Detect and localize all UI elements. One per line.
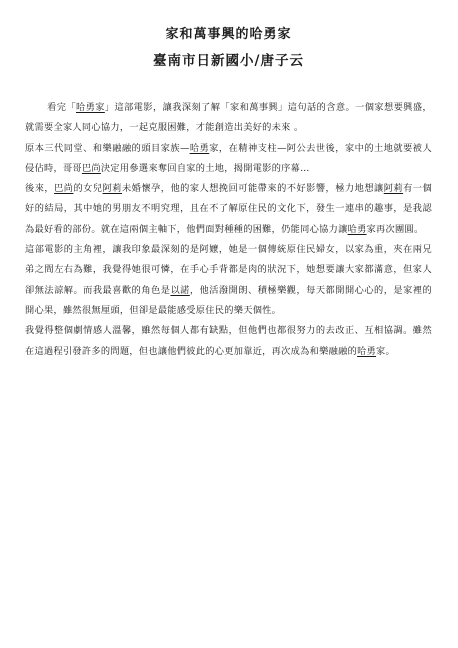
text-run: ，他活潑開朗、積極樂觀，每天都開開心心的，是家裡的開心果，雖然很無厘頭，但卻是最能感受原住民的樂天個性。 xyxy=(25,284,432,316)
paragraph-3 xyxy=(25,179,432,240)
text-run: 的女兒 xyxy=(73,183,103,195)
underlined-name: 阿莉 xyxy=(102,183,122,195)
underlined-name: 哈勇 xyxy=(189,142,210,154)
paragraph-5 xyxy=(25,321,432,362)
underlined-name: 哈勇 xyxy=(357,345,377,357)
text-run: 未婚懷孕，他的家人想挽回可能帶來的不好影響，極力地想讓 xyxy=(121,183,384,195)
text-run: 後來， xyxy=(25,183,55,195)
underlined-name: 以諾 xyxy=(170,284,190,296)
text-run: 有一個好的結局，其中她的男朋友不明究理，且在不了解原住民的文化下，發生一連串的趣事，是我認為最好看的部份。就在這兩個主軸下，他們面對種種的困難，仍能同心協力讓 xyxy=(25,183,432,235)
text-run: 決定用參選來奪回自家的土地，揭開電影的序幕… xyxy=(100,162,310,174)
underlined-name: 哈勇 xyxy=(347,223,367,235)
paragraph-1 xyxy=(25,98,432,139)
underlined-name: 哈勇家 xyxy=(75,102,105,113)
paragraph-4 xyxy=(25,240,432,321)
text-run: 家再次團圓。 xyxy=(366,223,424,235)
text-run: 」這部電影，讓我深刻了解「家和萬事興」這句話的含意。一個家想要興盛，就需要全家人同心協力，一起克服困難，才能創造出美好的未來 。 xyxy=(25,102,433,134)
underlined-name: 阿莉 xyxy=(383,183,404,195)
essay-body xyxy=(25,98,432,362)
text-run: 家。 xyxy=(376,345,396,357)
author-line: 臺南市日新國小/唐子云 xyxy=(153,53,304,69)
essay-title: 家和萬事興的哈勇家 xyxy=(165,27,292,42)
underlined-name: 巴尚 xyxy=(54,183,74,195)
text-run: 原本三代同堂、和樂融融的頭目家族— xyxy=(25,142,190,154)
text-run: 家，在精神支柱—阿公去世後，家中的土地就要被人侵佔時，哥哥 xyxy=(25,142,432,174)
paragraph-2 xyxy=(25,139,432,180)
text-run: 看完「 xyxy=(47,102,76,113)
text-run: 這部電影的主角裡，讓我印象最深刻的是阿嬤，她是一個傳統原住民婦女，以家為重，夾在兩兄弟之間左右為難，我覺得她很可憐，在手心手背都是肉的狀況下，她想要讓大家都滿意，但家人卻無法諒解。而我最喜歡的角色是 xyxy=(25,244,432,296)
text-run: 我覺得整個劇情感人溫馨，雖然每個人都有缺點，但他們也都很努力的去改正、互相協調。雖然在這過程引發許多的問題，但也讓他們彼此的心更加靠近，再次成為和樂融融的 xyxy=(25,325,432,357)
underlined-name: 巴尚 xyxy=(81,162,101,174)
